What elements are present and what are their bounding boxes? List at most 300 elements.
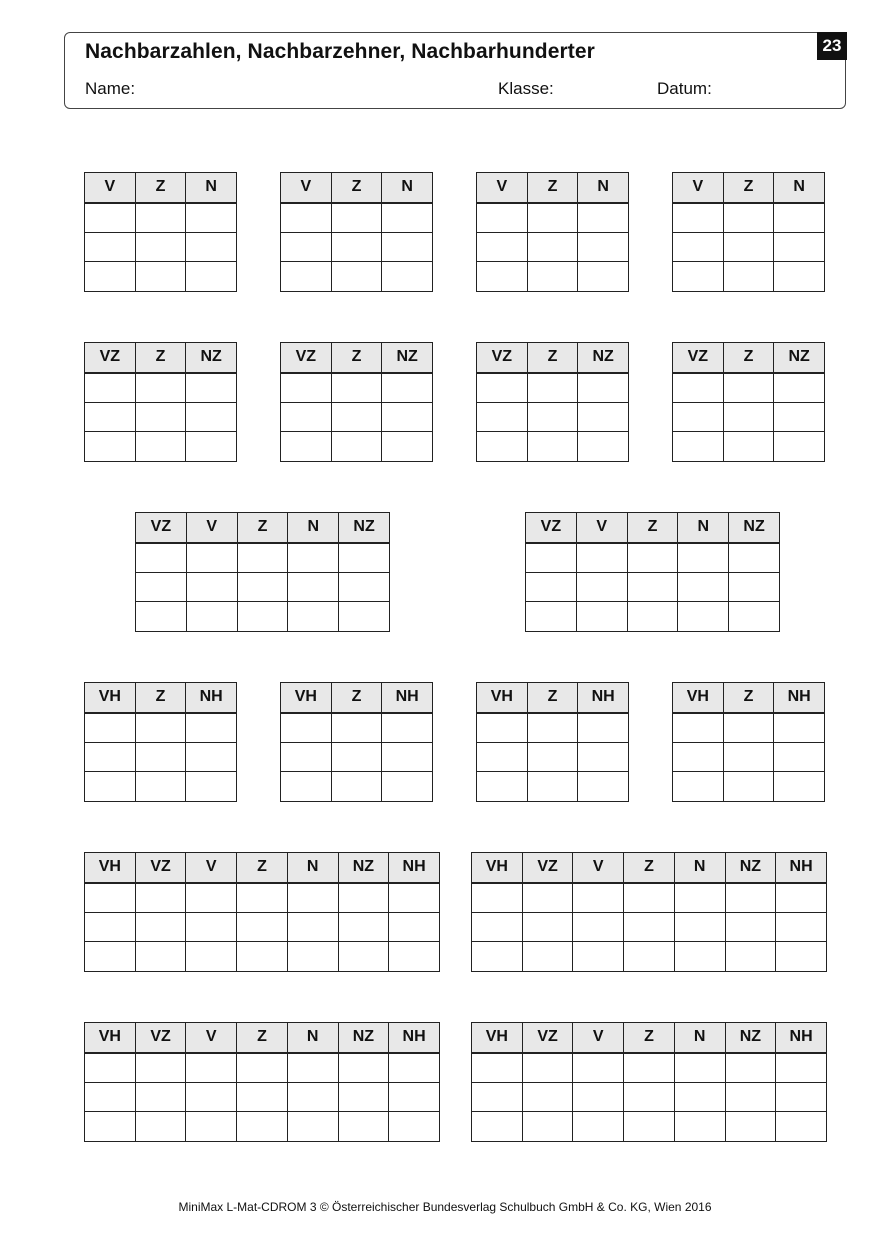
- answer-cell[interactable]: [85, 402, 136, 432]
- answer-cell[interactable]: [573, 1053, 624, 1083]
- answer-cell[interactable]: [382, 402, 433, 432]
- answer-cell[interactable]: [331, 262, 382, 292]
- answer-cell[interactable]: [237, 912, 288, 942]
- answer-cell[interactable]: [527, 262, 578, 292]
- answer-cell[interactable]: [472, 942, 523, 972]
- answer-cell[interactable]: [723, 432, 774, 462]
- answer-cell[interactable]: [186, 912, 237, 942]
- answer-cell[interactable]: [85, 432, 136, 462]
- answer-table: [476, 172, 629, 292]
- column-header: Z: [527, 683, 578, 713]
- answer-cell[interactable]: [522, 1112, 573, 1142]
- answer-cell[interactable]: [389, 942, 440, 972]
- answer-cell[interactable]: [678, 543, 729, 573]
- column-header: Z: [527, 173, 578, 203]
- answer-cell[interactable]: [527, 402, 578, 432]
- answer-cell[interactable]: [477, 713, 528, 743]
- answer-cell[interactable]: [774, 262, 825, 292]
- answer-cell[interactable]: [576, 602, 627, 632]
- answer-cell[interactable]: [725, 1082, 776, 1112]
- answer-cell[interactable]: [237, 883, 288, 913]
- column-header: Z: [624, 853, 675, 883]
- table-row: [85, 1053, 440, 1083]
- answer-cell[interactable]: [339, 543, 390, 573]
- answer-cell[interactable]: [186, 232, 237, 262]
- answer-cell[interactable]: [522, 1082, 573, 1112]
- answer-table: [672, 682, 825, 802]
- table-row: [477, 203, 629, 233]
- answer-cell[interactable]: [85, 912, 136, 942]
- column-header: Z: [331, 173, 382, 203]
- answer-cell[interactable]: [186, 1082, 237, 1112]
- answer-cell[interactable]: [338, 883, 389, 913]
- answer-cell[interactable]: [522, 912, 573, 942]
- answer-cell[interactable]: [527, 713, 578, 743]
- answer-cell[interactable]: [382, 432, 433, 462]
- answer-cell[interactable]: [85, 772, 136, 802]
- answer-cell[interactable]: [776, 1053, 827, 1083]
- table-row: [673, 742, 825, 772]
- column-header: N: [578, 173, 629, 203]
- answer-cell[interactable]: [389, 1053, 440, 1083]
- answer-table: [476, 342, 629, 462]
- answer-cell[interactable]: [382, 772, 433, 802]
- table-row: [85, 373, 237, 403]
- table-row: [477, 772, 629, 802]
- answer-cell[interactable]: [573, 1082, 624, 1112]
- table-row: [477, 402, 629, 432]
- answer-cell[interactable]: [135, 742, 186, 772]
- column-header: VZ: [526, 513, 577, 543]
- column-header: N: [287, 1023, 338, 1053]
- answer-cell[interactable]: [578, 713, 629, 743]
- table-row: [472, 1053, 827, 1083]
- answer-cell[interactable]: [288, 572, 339, 602]
- answer-cell[interactable]: [578, 432, 629, 462]
- answer-cell[interactable]: [331, 203, 382, 233]
- answer-cell[interactable]: [624, 1053, 675, 1083]
- answer-cell[interactable]: [573, 1112, 624, 1142]
- answer-cell[interactable]: [136, 543, 187, 573]
- column-header: Z: [624, 1023, 675, 1053]
- table-row: [281, 402, 433, 432]
- answer-cell[interactable]: [673, 742, 724, 772]
- answer-cell[interactable]: [477, 373, 528, 403]
- column-header: V: [573, 1023, 624, 1053]
- answer-cell[interactable]: [673, 772, 724, 802]
- answer-cell[interactable]: [186, 203, 237, 233]
- answer-cell[interactable]: [774, 373, 825, 403]
- answer-cell[interactable]: [186, 432, 237, 462]
- table-row: [136, 572, 390, 602]
- name-label: Name:: [85, 79, 136, 98]
- answer-cell[interactable]: [281, 742, 332, 772]
- answer-cell[interactable]: [723, 713, 774, 743]
- answer-cell[interactable]: [573, 942, 624, 972]
- answer-cell[interactable]: [338, 1053, 389, 1083]
- answer-cell[interactable]: [576, 572, 627, 602]
- answer-cell[interactable]: [382, 373, 433, 403]
- answer-cell[interactable]: [776, 912, 827, 942]
- table-header-row: [85, 1023, 440, 1053]
- answer-cell[interactable]: [527, 432, 578, 462]
- answer-cell[interactable]: [331, 742, 382, 772]
- column-header: N: [678, 513, 729, 543]
- answer-cell[interactable]: [678, 602, 729, 632]
- answer-cell[interactable]: [477, 402, 528, 432]
- answer-cell[interactable]: [774, 432, 825, 462]
- answer-cell[interactable]: [776, 942, 827, 972]
- answer-cell[interactable]: [678, 572, 729, 602]
- table-row: [136, 602, 390, 632]
- answer-cell[interactable]: [389, 883, 440, 913]
- answer-cell[interactable]: [573, 883, 624, 913]
- answer-cell[interactable]: [673, 402, 724, 432]
- answer-cell[interactable]: [85, 713, 136, 743]
- answer-cell[interactable]: [674, 883, 725, 913]
- answer-cell[interactable]: [85, 262, 136, 292]
- answer-cell[interactable]: [237, 572, 288, 602]
- table-row: [85, 1082, 440, 1112]
- answer-cell[interactable]: [331, 373, 382, 403]
- answer-cell[interactable]: [135, 373, 186, 403]
- answer-table: [84, 1022, 440, 1142]
- answer-cell[interactable]: [85, 742, 136, 772]
- answer-table: [476, 682, 629, 802]
- answer-cell[interactable]: [339, 602, 390, 632]
- answer-cell[interactable]: [186, 713, 237, 743]
- answer-cell[interactable]: [331, 713, 382, 743]
- answer-cell[interactable]: [237, 1053, 288, 1083]
- answer-cell[interactable]: [527, 232, 578, 262]
- answer-cell[interactable]: [135, 713, 186, 743]
- answer-cell[interactable]: [627, 543, 678, 573]
- answer-cell[interactable]: [331, 432, 382, 462]
- table-row: [477, 742, 629, 772]
- answer-cell[interactable]: [85, 1053, 136, 1083]
- answer-cell[interactable]: [673, 373, 724, 403]
- answer-cell[interactable]: [331, 232, 382, 262]
- answer-cell[interactable]: [382, 742, 433, 772]
- answer-cell[interactable]: [774, 772, 825, 802]
- answer-cell[interactable]: [729, 602, 780, 632]
- answer-cell[interactable]: [578, 203, 629, 233]
- answer-cell[interactable]: [338, 1112, 389, 1142]
- column-header: VH: [673, 683, 724, 713]
- answer-cell[interactable]: [723, 232, 774, 262]
- column-header: V: [281, 173, 332, 203]
- answer-cell[interactable]: [624, 1082, 675, 1112]
- answer-cell[interactable]: [85, 1082, 136, 1112]
- answer-cell[interactable]: [776, 883, 827, 913]
- answer-cell[interactable]: [85, 1112, 136, 1142]
- answer-cell[interactable]: [776, 1112, 827, 1142]
- column-header: Z: [331, 683, 382, 713]
- answer-cell[interactable]: [186, 572, 237, 602]
- column-header: Z: [527, 343, 578, 373]
- answer-cell[interactable]: [624, 1112, 675, 1142]
- answer-cell[interactable]: [578, 402, 629, 432]
- answer-cell[interactable]: [673, 713, 724, 743]
- answer-cell[interactable]: [674, 1053, 725, 1083]
- answer-cell[interactable]: [776, 1082, 827, 1112]
- answer-cell[interactable]: [135, 402, 186, 432]
- answer-cell[interactable]: [578, 772, 629, 802]
- table-row: [477, 432, 629, 462]
- table-row: [85, 713, 237, 743]
- answer-table: [525, 512, 780, 632]
- answer-cell[interactable]: [527, 772, 578, 802]
- answer-cell[interactable]: [725, 942, 776, 972]
- answer-cell[interactable]: [135, 883, 186, 913]
- answer-cell[interactable]: [526, 602, 577, 632]
- answer-cell[interactable]: [281, 232, 332, 262]
- answer-cell[interactable]: [85, 203, 136, 233]
- answer-cell[interactable]: [522, 883, 573, 913]
- answer-cell[interactable]: [723, 772, 774, 802]
- column-header: NZ: [725, 853, 776, 883]
- answer-cell[interactable]: [723, 203, 774, 233]
- answer-cell[interactable]: [331, 402, 382, 432]
- answer-cell[interactable]: [186, 942, 237, 972]
- table-row: [85, 402, 237, 432]
- table-row: [477, 262, 629, 292]
- answer-cell[interactable]: [186, 772, 237, 802]
- answer-table: [672, 172, 825, 292]
- answer-cell[interactable]: [573, 912, 624, 942]
- answer-cell[interactable]: [186, 402, 237, 432]
- answer-cell[interactable]: [673, 262, 724, 292]
- answer-cell[interactable]: [522, 1053, 573, 1083]
- table-header-row: [673, 343, 825, 373]
- column-header: VH: [472, 1023, 523, 1053]
- answer-cell[interactable]: [338, 1082, 389, 1112]
- answer-cell[interactable]: [186, 1053, 237, 1083]
- answer-cell[interactable]: [85, 373, 136, 403]
- answer-cell[interactable]: [526, 572, 577, 602]
- answer-cell[interactable]: [237, 1112, 288, 1142]
- answer-cell[interactable]: [674, 1082, 725, 1112]
- answer-cell[interactable]: [477, 262, 528, 292]
- answer-cell[interactable]: [472, 912, 523, 942]
- answer-cell[interactable]: [281, 402, 332, 432]
- answer-cell[interactable]: [288, 602, 339, 632]
- answer-cell[interactable]: [281, 262, 332, 292]
- column-header: Z: [135, 173, 186, 203]
- column-header: N: [674, 1023, 725, 1053]
- answer-cell[interactable]: [578, 262, 629, 292]
- column-header: VH: [85, 1023, 136, 1053]
- column-header: VH: [281, 683, 332, 713]
- answer-table: [135, 512, 390, 632]
- answer-cell[interactable]: [627, 602, 678, 632]
- answer-cell[interactable]: [389, 1112, 440, 1142]
- answer-cell[interactable]: [389, 1082, 440, 1112]
- answer-cell[interactable]: [338, 912, 389, 942]
- answer-cell[interactable]: [729, 543, 780, 573]
- column-header: VZ: [522, 853, 573, 883]
- answer-cell[interactable]: [135, 262, 186, 292]
- answer-cell[interactable]: [674, 942, 725, 972]
- answer-cell[interactable]: [477, 772, 528, 802]
- answer-cell[interactable]: [774, 713, 825, 743]
- answer-cell[interactable]: [287, 1053, 338, 1083]
- answer-cell[interactable]: [725, 1112, 776, 1142]
- answer-cell[interactable]: [186, 602, 237, 632]
- answer-cell[interactable]: [624, 883, 675, 913]
- answer-cell[interactable]: [389, 912, 440, 942]
- answer-cell[interactable]: [237, 1082, 288, 1112]
- answer-cell[interactable]: [287, 1082, 338, 1112]
- answer-cell[interactable]: [237, 543, 288, 573]
- table-row: [526, 602, 780, 632]
- column-header: NZ: [338, 1023, 389, 1053]
- answer-cell[interactable]: [674, 912, 725, 942]
- answer-cell[interactable]: [281, 432, 332, 462]
- answer-cell[interactable]: [472, 1082, 523, 1112]
- answer-cell[interactable]: [186, 543, 237, 573]
- answer-cell[interactable]: [85, 232, 136, 262]
- answer-cell[interactable]: [774, 203, 825, 233]
- answer-cell[interactable]: [723, 742, 774, 772]
- column-header: VZ: [673, 343, 724, 373]
- table-header-row: [281, 173, 433, 203]
- answer-cell[interactable]: [135, 772, 186, 802]
- answer-cell[interactable]: [237, 942, 288, 972]
- answer-cell[interactable]: [477, 742, 528, 772]
- answer-cell[interactable]: [472, 883, 523, 913]
- column-header: N: [287, 853, 338, 883]
- answer-cell[interactable]: [624, 912, 675, 942]
- table-row: [526, 572, 780, 602]
- table-row: [281, 742, 433, 772]
- table-row: [85, 1112, 440, 1142]
- answer-cell[interactable]: [382, 713, 433, 743]
- answer-cell[interactable]: [774, 742, 825, 772]
- column-header: V: [673, 173, 724, 203]
- answer-cell[interactable]: [331, 772, 382, 802]
- answer-cell[interactable]: [136, 572, 187, 602]
- table-header-row: [477, 683, 629, 713]
- answer-cell[interactable]: [281, 373, 332, 403]
- answer-cell[interactable]: [135, 432, 186, 462]
- table-row: [673, 232, 825, 262]
- table-row: [477, 713, 629, 743]
- table-header-row: [673, 173, 825, 203]
- answer-cell[interactable]: [135, 232, 186, 262]
- column-header: N: [288, 513, 339, 543]
- column-header: V: [477, 173, 528, 203]
- answer-cell[interactable]: [725, 1053, 776, 1083]
- column-header: VZ: [477, 343, 528, 373]
- answer-cell[interactable]: [578, 232, 629, 262]
- answer-cell[interactable]: [576, 543, 627, 573]
- answer-cell[interactable]: [135, 1053, 186, 1083]
- answer-cell[interactable]: [527, 742, 578, 772]
- answer-cell[interactable]: [526, 543, 577, 573]
- answer-cell[interactable]: [723, 262, 774, 292]
- table-header-row: [526, 513, 780, 543]
- table-row: [472, 883, 827, 913]
- answer-cell[interactable]: [135, 942, 186, 972]
- answer-cell[interactable]: [287, 912, 338, 942]
- column-header: VZ: [135, 1023, 186, 1053]
- answer-cell[interactable]: [237, 602, 288, 632]
- answer-cell[interactable]: [673, 432, 724, 462]
- answer-cell[interactable]: [673, 232, 724, 262]
- answer-cell[interactable]: [287, 883, 338, 913]
- answer-cell[interactable]: [281, 772, 332, 802]
- answer-cell[interactable]: [382, 232, 433, 262]
- answer-cell[interactable]: [287, 942, 338, 972]
- answer-table: [280, 682, 433, 802]
- answer-cell[interactable]: [522, 942, 573, 972]
- table-row: [281, 772, 433, 802]
- answer-cell[interactable]: [477, 432, 528, 462]
- answer-cell[interactable]: [477, 232, 528, 262]
- answer-cell[interactable]: [674, 1112, 725, 1142]
- answer-cell[interactable]: [578, 742, 629, 772]
- answer-cell[interactable]: [339, 572, 390, 602]
- answer-cell[interactable]: [723, 373, 774, 403]
- answer-cell[interactable]: [472, 1053, 523, 1083]
- answer-cell[interactable]: [135, 912, 186, 942]
- answer-table: [280, 172, 433, 292]
- column-header: VZ: [136, 513, 187, 543]
- answer-cell[interactable]: [281, 713, 332, 743]
- answer-cell[interactable]: [774, 402, 825, 432]
- table-header-row: [472, 853, 827, 883]
- answer-cell[interactable]: [725, 912, 776, 942]
- answer-cell[interactable]: [382, 262, 433, 292]
- answer-cell[interactable]: [186, 742, 237, 772]
- answer-cell[interactable]: [382, 203, 433, 233]
- column-header: NZ: [774, 343, 825, 373]
- table-header-row: [477, 343, 629, 373]
- answer-cell[interactable]: [527, 203, 578, 233]
- answer-cell[interactable]: [627, 572, 678, 602]
- answer-cell[interactable]: [135, 203, 186, 233]
- table-row: [85, 772, 237, 802]
- answer-cell[interactable]: [624, 942, 675, 972]
- answer-cell[interactable]: [281, 203, 332, 233]
- answer-cell[interactable]: [186, 373, 237, 403]
- answer-cell[interactable]: [186, 1112, 237, 1142]
- answer-cell[interactable]: [578, 373, 629, 403]
- answer-cell[interactable]: [135, 1082, 186, 1112]
- answer-cell[interactable]: [186, 262, 237, 292]
- answer-cell[interactable]: [287, 1112, 338, 1142]
- answer-cell[interactable]: [729, 572, 780, 602]
- column-header: NH: [776, 853, 827, 883]
- answer-cell[interactable]: [85, 883, 136, 913]
- answer-cell[interactable]: [288, 543, 339, 573]
- answer-cell[interactable]: [774, 232, 825, 262]
- answer-cell[interactable]: [673, 203, 724, 233]
- answer-cell[interactable]: [527, 373, 578, 403]
- answer-cell[interactable]: [136, 602, 187, 632]
- answer-cell[interactable]: [85, 942, 136, 972]
- answer-cell[interactable]: [186, 883, 237, 913]
- answer-cell[interactable]: [338, 942, 389, 972]
- answer-cell[interactable]: [135, 1112, 186, 1142]
- answer-cell[interactable]: [477, 203, 528, 233]
- answer-cell[interactable]: [472, 1112, 523, 1142]
- answer-cell[interactable]: [723, 402, 774, 432]
- answer-cell[interactable]: [725, 883, 776, 913]
- table-row: [281, 203, 433, 233]
- table-row: [281, 713, 433, 743]
